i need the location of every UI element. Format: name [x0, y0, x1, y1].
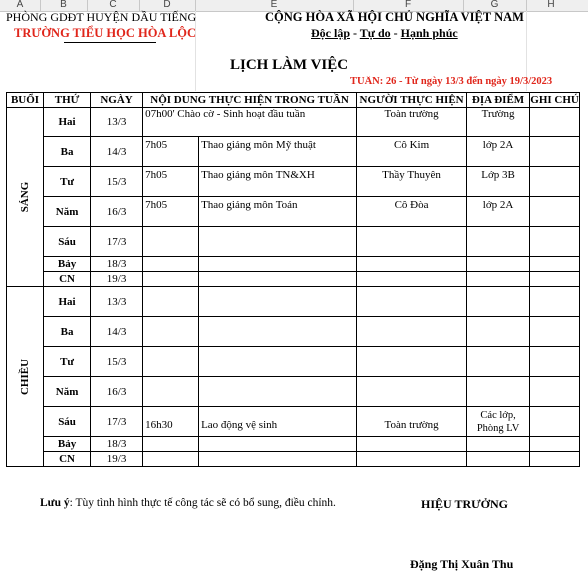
time-cell[interactable] [143, 227, 199, 257]
note-cell[interactable] [530, 377, 580, 407]
place-cell[interactable] [467, 377, 530, 407]
person-cell[interactable] [357, 437, 467, 452]
column-header-a[interactable]: A [16, 0, 24, 10]
motto-freedom: Tự do [359, 26, 391, 40]
place-cell[interactable]: lớp 2A [467, 137, 530, 167]
date-cell[interactable]: 17/3 [91, 407, 143, 437]
person-cell[interactable]: Cô Kim [357, 137, 467, 167]
note-cell[interactable] [530, 287, 580, 317]
date-cell[interactable]: 15/3 [91, 347, 143, 377]
weekday-cell[interactable]: Hai [44, 108, 91, 137]
schedule-table [6, 92, 580, 467]
page-title: LỊCH LÀM VIỆC [230, 57, 349, 73]
weekday-cell[interactable]: Năm [44, 377, 91, 407]
motto-independence: Độc lập [311, 26, 350, 40]
person-cell[interactable] [357, 452, 467, 467]
place-line: Các lớp, [480, 409, 516, 421]
note-cell[interactable] [530, 347, 580, 377]
table-row [7, 272, 580, 287]
activity-cell[interactable] [199, 347, 357, 377]
note-label: Lưu ý [40, 497, 70, 509]
column-header-c[interactable]: C [109, 0, 117, 10]
time-cell[interactable] [143, 452, 199, 467]
weekday-cell[interactable]: Tư [44, 167, 91, 197]
session-morning[interactable]: SÁNG [7, 108, 44, 287]
activity-cell[interactable] [199, 437, 357, 452]
person-cell[interactable] [357, 317, 467, 347]
person-cell[interactable] [357, 227, 467, 257]
table-row [7, 452, 580, 467]
school-name: TRƯỜNG TIỂU HỌC HÒA LỘC [14, 26, 196, 40]
time-cell[interactable] [143, 377, 199, 407]
school-underline [64, 42, 156, 43]
place-cell[interactable] [467, 437, 530, 452]
place-line: Phòng LV [476, 422, 520, 434]
time-cell[interactable]: 7h05 [143, 197, 199, 227]
time-cell[interactable] [143, 272, 199, 287]
date-cell[interactable]: 13/3 [91, 287, 143, 317]
time-cell[interactable] [143, 317, 199, 347]
header-place[interactable]: ĐỊA ĐIỂM [467, 93, 530, 108]
time-cell[interactable] [143, 257, 199, 272]
weekday-cell[interactable]: CN [44, 272, 91, 287]
person-cell[interactable] [357, 287, 467, 317]
place-cell[interactable] [467, 227, 530, 257]
note-cell[interactable] [530, 257, 580, 272]
table-row [7, 257, 580, 272]
weekday-cell[interactable]: Bảy [44, 437, 91, 452]
person-cell[interactable] [357, 272, 467, 287]
column-header-d[interactable]: D [163, 0, 171, 10]
note-cell[interactable] [530, 452, 580, 467]
date-cell[interactable]: 19/3 [91, 452, 143, 467]
date-cell[interactable]: 15/3 [91, 167, 143, 197]
place-cell[interactable]: lớp 2A [467, 197, 530, 227]
person-cell[interactable]: Cô Đòa [357, 197, 467, 227]
time-cell[interactable] [143, 287, 199, 317]
place-cell[interactable] [467, 317, 530, 347]
activity-cell[interactable]: Thao giảng môn TN&XH [199, 167, 357, 197]
weekday-cell[interactable]: Hai [44, 287, 91, 317]
place-cell[interactable] [467, 272, 530, 287]
place-cell[interactable] [467, 347, 530, 377]
column-header-b[interactable]: B [60, 0, 67, 10]
activity-cell[interactable] [199, 227, 357, 257]
person-cell[interactable] [357, 347, 467, 377]
time-cell[interactable] [143, 347, 199, 377]
week-range: TUẦN: 26 - Từ ngày 13/3 đến ngày 19/3/2023 [350, 76, 553, 87]
activity-cell[interactable]: Thao giảng môn Mỹ thuật [199, 137, 357, 167]
place-cell[interactable]: Trường [467, 108, 530, 137]
table-row [7, 108, 580, 137]
person-cell[interactable]: Toàn trường [357, 407, 467, 437]
header-content[interactable]: NỘI DUNG THỰC HIỆN TRONG TUẦN [143, 93, 357, 108]
place-cell[interactable] [467, 287, 530, 317]
activity-cell[interactable] [199, 272, 357, 287]
weekday-cell[interactable]: Tư [44, 347, 91, 377]
footer-note [40, 497, 336, 509]
principal-name: Đặng Thị Xuân Thu [410, 557, 514, 571]
date-cell[interactable]: 18/3 [91, 257, 143, 272]
note-cell[interactable] [530, 227, 580, 257]
note-cell[interactable] [530, 167, 580, 197]
note-cell[interactable] [530, 317, 580, 347]
table-row [7, 167, 580, 197]
place-cell[interactable] [467, 452, 530, 467]
note-cell[interactable] [530, 108, 580, 137]
table-row [7, 227, 580, 257]
note-cell[interactable] [530, 407, 580, 437]
header-weekday[interactable]: THỨ [44, 93, 91, 108]
table-row [7, 347, 580, 377]
time-cell[interactable]: 7h05 [143, 137, 199, 167]
note-cell[interactable] [530, 272, 580, 287]
principal-title: HIỆU TRƯỞNG [421, 497, 509, 511]
activity-cell[interactable] [199, 257, 357, 272]
table-row [7, 437, 580, 452]
date-cell[interactable]: 14/3 [91, 317, 143, 347]
date-cell[interactable]: 14/3 [91, 137, 143, 167]
header-person[interactable]: NGƯỜI THỰC HIỆN [357, 93, 467, 108]
header-date[interactable]: NGÀY [91, 93, 143, 108]
weekday-cell[interactable]: Ba [44, 137, 91, 167]
table-row [7, 377, 580, 407]
column-header-g[interactable]: G [490, 0, 499, 10]
date-cell[interactable]: 13/3 [91, 108, 143, 137]
activity-cell[interactable] [199, 317, 357, 347]
column-header-f[interactable]: F [404, 0, 412, 10]
person-cell[interactable] [357, 257, 467, 272]
header-session[interactable]: BUỔI [7, 93, 44, 108]
place-cell[interactable]: Lớp 3B [467, 167, 530, 197]
weekday-cell[interactable]: CN [44, 452, 91, 467]
session-afternoon[interactable]: CHIỀU [7, 287, 44, 467]
weekday-cell[interactable]: Năm [44, 197, 91, 227]
table-header-row [7, 93, 580, 108]
table-row [7, 197, 580, 227]
header-note[interactable]: GHI CHÚ [530, 94, 579, 106]
motto-happiness: Hạnh phúc [400, 26, 458, 40]
person-cell[interactable]: Toàn trường [357, 108, 467, 137]
date-cell[interactable]: 17/3 [91, 227, 143, 257]
activity-cell[interactable]: Lao động vệ sinh [199, 407, 357, 437]
note-cell[interactable] [530, 437, 580, 452]
activity-cell[interactable]: 07h00' Chào cờ - Sinh hoạt đầu tuần [143, 108, 357, 137]
place-cell[interactable] [467, 257, 530, 272]
activity-cell[interactable]: Thao giảng môn Toán [199, 197, 357, 227]
place-cell[interactable] [467, 407, 530, 437]
weekday-cell[interactable]: Sáu [44, 407, 91, 437]
weekday-cell[interactable]: Ba [44, 317, 91, 347]
activity-cell[interactable] [199, 287, 357, 317]
date-cell[interactable]: 18/3 [91, 437, 143, 452]
time-cell[interactable]: 16h30 [143, 407, 199, 437]
department-name: PHÒNG GDĐT HUYỆN DẦU TIẾNG [6, 10, 197, 24]
person-cell[interactable] [357, 377, 467, 407]
date-cell[interactable]: 16/3 [91, 377, 143, 407]
table-row [7, 137, 580, 167]
date-cell[interactable]: 19/3 [91, 272, 143, 287]
activity-cell[interactable] [199, 377, 357, 407]
activity-cell[interactable] [199, 452, 357, 467]
time-cell[interactable]: 7h05 [143, 167, 199, 197]
note-text: : Tùy tình hình thực tế công tác sẽ có bổ sung, điều chỉnh. [69, 497, 336, 509]
table-row [7, 407, 580, 437]
column-header-h[interactable]: H [547, 0, 555, 10]
weekday-cell[interactable]: Bảy [44, 257, 91, 272]
note-cell[interactable] [530, 137, 580, 167]
time-cell[interactable] [143, 437, 199, 452]
table-row [7, 317, 580, 347]
country-name: CỘNG HÒA XÃ HỘI CHỦ NGHĨA VIỆT NAM [265, 10, 524, 24]
table-row [7, 287, 580, 317]
person-cell[interactable]: Thầy Thuyên [357, 167, 467, 197]
column-header-e[interactable]: E [270, 0, 278, 10]
national-motto: Độc lập - Tự do - Hạnh phúc [311, 26, 458, 40]
date-cell[interactable]: 16/3 [91, 197, 143, 227]
weekday-cell[interactable]: Sáu [44, 227, 91, 257]
note-cell[interactable] [530, 197, 580, 227]
